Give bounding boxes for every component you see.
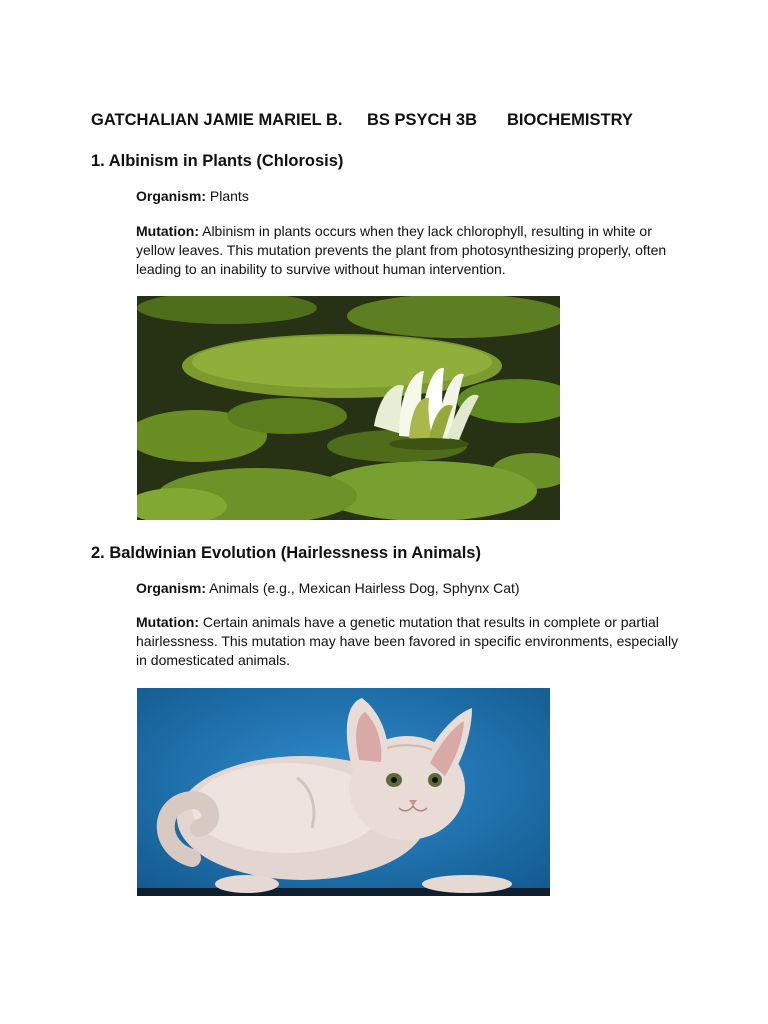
water-lily-photo [137,296,560,520]
mutation-text: Certain animals have a genetic mutation that results in complete or partial hairlessness. This mutation may have been favored in specific environments, especially in domesticated animals. [136,614,679,668]
mutation-label: Mutation: [136,223,199,239]
organism-line [136,579,681,598]
mutation-paragraph [136,613,681,670]
mutation-text: Albinism in plants occurs when they lack chlorophyll, resulting in white or yellow leaves. This mutation prevents the plant from photosynthesizing properly, often leading to an inability to survive without human intervention. [136,223,667,277]
sphynx-cat-photo [137,688,550,896]
organism-label: Organism: [136,580,207,596]
student-name: GATCHALIAN JAMIE MARIEL B. [91,111,343,129]
course-section: BS PSYCH 3B [367,111,478,129]
organism-line [136,187,681,206]
organism-value: Animals (e.g., Mexican Hairless Dog, Sphynx Cat) [209,580,520,596]
section-title: 2. Baldwinian Evolution (Hairlessness in Animals) [91,544,481,562]
mutation-paragraph [136,222,681,279]
organism-label: Organism: [136,188,207,204]
subject-name: BIOCHEMISTRY [507,111,633,129]
section-title: 1. Albinism in Plants (Chlorosis) [91,152,344,170]
mutation-label: Mutation: [136,614,199,630]
organism-value: Plants [209,188,249,204]
